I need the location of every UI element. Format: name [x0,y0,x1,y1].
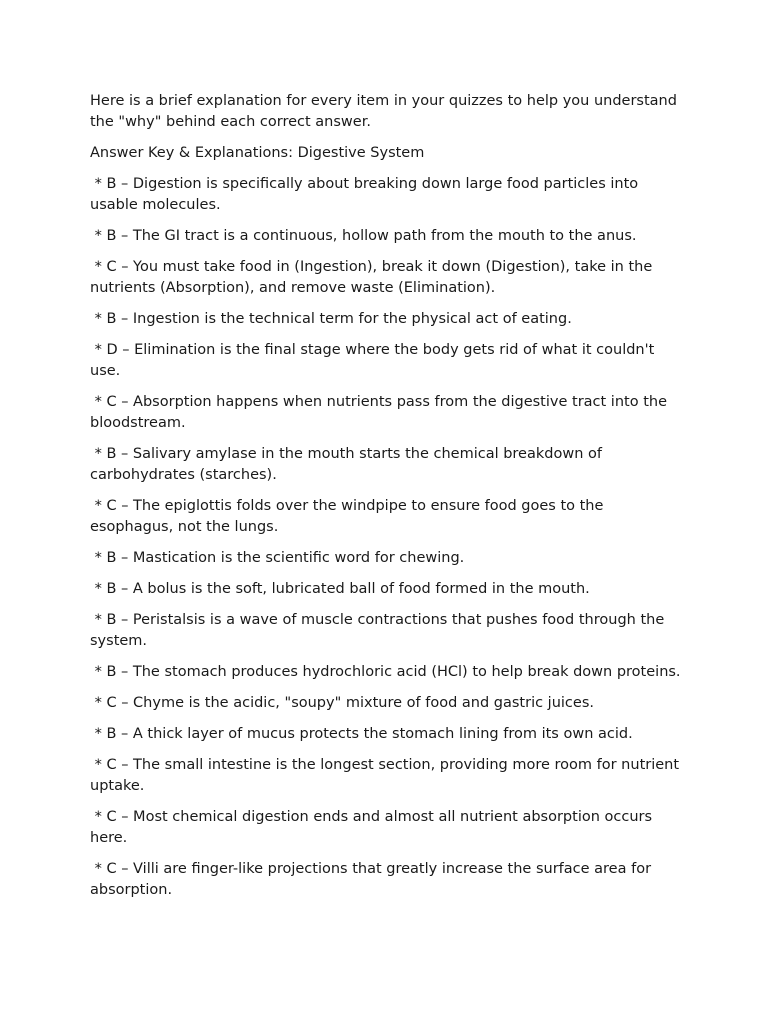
answer-item-5: * D – Elimination is the final stage where the body gets rid of what it couldn't use. [90,342,659,379]
intro-paragraph: Here is a brief explanation for every item in your quizzes to help you understand the "why" behind each correct answer. [90,93,682,130]
answer-item-8: * C – The epiglottis folds over the windpipe to ensure food goes to the esophagus, not the lungs. [90,498,609,535]
answer-item-12: * B – The stomach produces hydrochloric acid (HCl) to help break down proteins. [90,664,681,680]
answer-list [90,174,684,901]
answer-item-16: * C – Most chemical digestion ends and almost all nutrient absorption occurs here. [90,809,657,846]
answer-item-11: * B – Peristalsis is a wave of muscle contractions that pushes food through the system. [90,612,669,649]
answer-item-17: * C – Villi are finger-like projections that greatly increase the surface area for absorption. [90,861,656,898]
answer-item-6: * C – Absorption happens when nutrients pass from the digestive tract into the bloodstream. [90,394,672,431]
answer-item-9: * B – Mastication is the scientific word for chewing. [90,550,465,566]
answer-item-1: * B – Digestion is specifically about breaking down large food particles into usable molecules. [90,176,643,213]
answer-item-3: * C – You must take food in (Ingestion), break it down (Digestion), take in the nutrients (Absorption), and remove waste (Elimination). [90,259,657,296]
answer-key-heading: Answer Key & Explanations: Digestive System [90,145,425,161]
document-page [90,91,684,911]
answer-item-15: * C – The small intestine is the longest section, providing more room for nutrient uptake. [90,757,684,794]
answer-item-10: * B – A bolus is the soft, lubricated ball of food formed in the mouth. [90,581,590,597]
answer-item-4: * B – Ingestion is the technical term for the physical act of eating. [90,311,572,327]
answer-item-7: * B – Salivary amylase in the mouth starts the chemical breakdown of carbohydrates (starches). [90,446,607,483]
answer-item-2: * B – The GI tract is a continuous, hollow path from the mouth to the anus. [90,228,637,244]
answer-item-13: * C – Chyme is the acidic, "soupy" mixture of food and gastric juices. [90,695,594,711]
answer-item-14: * B – A thick layer of mucus protects the stomach lining from its own acid. [90,726,633,742]
